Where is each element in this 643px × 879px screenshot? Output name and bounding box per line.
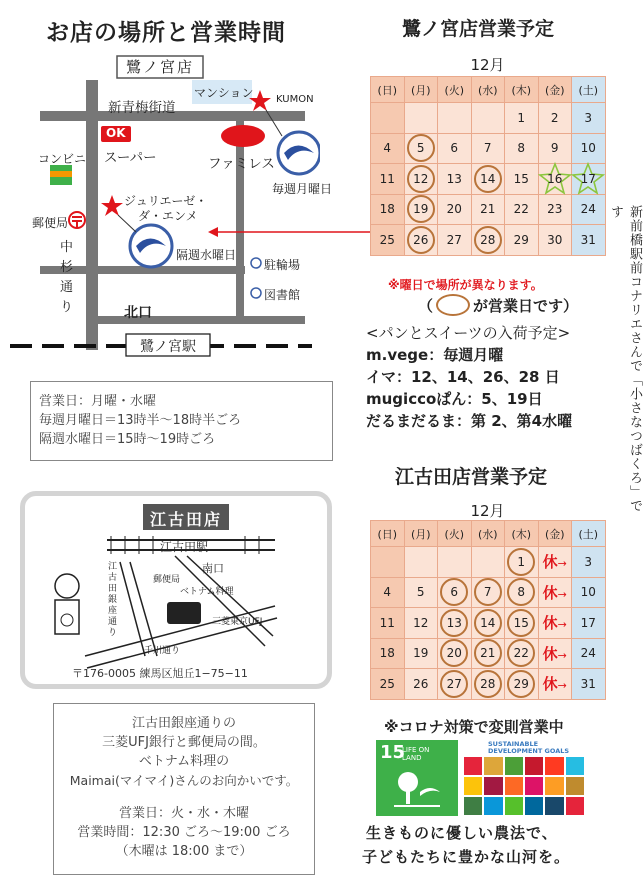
day-number: 24 [580, 646, 596, 661]
day-number: 17 [580, 171, 596, 186]
day-number: 18 [379, 646, 395, 661]
calendar-day [471, 669, 505, 700]
sdg-goal-tile [525, 797, 543, 815]
calendar-day [505, 669, 539, 700]
calendar-day [505, 608, 539, 639]
hours-line-3: 隔週水曜日＝15時〜19時ごろ [39, 432, 216, 447]
closed-mark: 休 [542, 644, 558, 663]
calendar-day [505, 103, 539, 134]
day-number: 7 [483, 141, 492, 156]
weekday-header: (木) [505, 521, 539, 547]
calendar-empty [438, 547, 472, 578]
ekoda-schedule-title: 江古田店営業予定 [395, 466, 548, 488]
day-number: 21 [480, 646, 496, 661]
day-number: 14 [480, 171, 496, 186]
calendar-day [404, 164, 438, 195]
day-number: 25 [379, 232, 395, 247]
parking-label: 駐輪場 [264, 258, 301, 272]
calendar-day [505, 638, 539, 669]
day-number: 8 [517, 585, 526, 600]
calendar-day [438, 133, 472, 164]
sdg-goal-tile [505, 757, 523, 775]
weekday-header: (日) [371, 521, 405, 547]
calendar-day [404, 638, 438, 669]
calendar-day [471, 194, 505, 225]
calendar-day [572, 669, 606, 700]
ekoda-vietnam-label: ベトナム料理 [180, 587, 234, 597]
day-number: 31 [580, 676, 596, 691]
calendar-day [572, 103, 606, 134]
sdg-goal-tile [505, 777, 523, 795]
ekoda-info-line-3: ベトナム料理の [138, 754, 230, 769]
arrow-icon: → [557, 679, 567, 693]
day-number: 12 [413, 171, 429, 186]
arrow-icon: → [557, 587, 567, 601]
day-number: 17 [580, 615, 596, 630]
day-number: 6 [450, 585, 459, 600]
calendar-day [471, 133, 505, 164]
calendar-day [572, 225, 606, 256]
calendar-day [371, 608, 405, 639]
calendar-day [438, 638, 472, 669]
day-number: 29 [513, 232, 529, 247]
weekday-header: (金) [538, 521, 572, 547]
closed-mark: 休 [542, 614, 558, 633]
day-number: 19 [413, 202, 429, 217]
ekoda-calendar [370, 520, 606, 700]
day-number: 19 [413, 646, 429, 661]
ekoda-info-line-4: Maimai(マイマイ)さんのお向かいです。 [69, 773, 299, 788]
calendar-day [438, 164, 472, 195]
day-number: 27 [446, 676, 462, 691]
library-icon [251, 288, 261, 298]
calendar-day [505, 164, 539, 195]
day-number: 6 [450, 141, 459, 156]
arrival-item: だるまだるま：第 2、第4水曜 [366, 412, 573, 430]
sdg-goal-tile [464, 777, 482, 795]
calendar-day [572, 577, 606, 608]
corona-note: ※コロナ対策で変則営業中 [384, 718, 564, 736]
slogan-1: 生きものに優しい農法で、 [366, 824, 558, 842]
calendar-day [572, 133, 606, 164]
day-number: 23 [547, 202, 563, 217]
day-number: 3 [584, 554, 593, 569]
arrival-item: mugiccoぱん：5、19日 [366, 390, 543, 408]
day-number: 18 [379, 202, 395, 217]
ekoda-station-label: 江古田駅 [160, 540, 209, 554]
calendar-empty [471, 103, 505, 134]
post-label: 郵便局 [32, 216, 69, 230]
arrow-icon: → [557, 648, 567, 662]
ekoda-month-wrap [370, 500, 605, 521]
calendar-day [404, 608, 438, 639]
calendar-day [572, 638, 606, 669]
hours-line-2: 毎週月曜日＝13時半〜18時半ごろ [39, 413, 242, 428]
day-number: 5 [416, 585, 425, 600]
day-number: 10 [580, 585, 596, 600]
ekoda-river-label: 千川通り [144, 646, 181, 656]
conbini-label: コンビニ [38, 152, 87, 166]
day-number: 5 [416, 141, 425, 156]
ekoda-south-label: 南口 [202, 562, 224, 575]
weekday-header: (火) [438, 77, 472, 103]
library-label: 図書館 [264, 288, 301, 302]
sdg15-badge [376, 740, 458, 816]
calendar-day [404, 133, 438, 164]
calendar-day [371, 638, 405, 669]
day-number: 1 [517, 110, 526, 125]
day-number: 4 [383, 141, 392, 156]
day-number: 28 [480, 676, 496, 691]
ekoda-info-line-6: 営業時間：12:30 ごろ〜19:00 ごろ [77, 825, 291, 840]
calendar-empty [404, 103, 438, 134]
sdg-goal-tile [484, 797, 502, 815]
weekday-header: (月) [404, 77, 438, 103]
calendar-day [538, 133, 572, 164]
sdg-goal-tile [525, 777, 543, 795]
sdg-goal-tile [464, 797, 482, 815]
calendar-day [538, 164, 572, 195]
day-number: 27 [446, 232, 462, 247]
ekoda-post-label: 郵便局 [153, 575, 181, 585]
ekoda-info-line-5: 営業日：火・水・木曜 [118, 806, 249, 821]
day-number: 14 [480, 615, 496, 630]
sdg-goal-tile [505, 797, 523, 815]
calendar-day [404, 669, 438, 700]
day-number: 20 [446, 646, 462, 661]
calendar-day [505, 547, 539, 578]
ekoda-info-line-2: 三菱UFJ銀行と郵便局の間。 [102, 735, 266, 750]
day-number: 26 [413, 232, 429, 247]
calendar-day [371, 164, 405, 195]
calendar-day [371, 669, 405, 700]
sagi-calendar [370, 76, 606, 256]
calendar-day [438, 194, 472, 225]
ekoda-ginza-label: 江 古 田 銀 座 通 り [108, 562, 118, 638]
ekoda-address: 〒176-0005 練馬区旭丘1−75−11 [72, 667, 248, 680]
sdg-grid [464, 757, 584, 815]
calendar-day [538, 577, 572, 608]
julie-star-icon [101, 195, 123, 216]
sagi-month-wrap [370, 54, 605, 75]
calendar-day [538, 194, 572, 225]
street-label: 新青梅街道 [108, 100, 176, 116]
calendar-day [471, 608, 505, 639]
calendar-empty [471, 547, 505, 578]
arrow-icon: → [557, 557, 567, 571]
sdg-goal-tile [525, 757, 543, 775]
ok-label: OK [106, 126, 126, 140]
weekday-header: (水) [471, 521, 505, 547]
calendar-day [538, 547, 572, 578]
calendar-day [404, 577, 438, 608]
weekday-header: (水) [471, 77, 505, 103]
day-number: 24 [580, 202, 596, 217]
legend-ring-icon [436, 294, 470, 316]
day-number: 29 [513, 676, 529, 691]
weekday-header: (月) [404, 521, 438, 547]
ekoda-info-box [53, 703, 315, 875]
sdg-goal-tile [545, 777, 563, 795]
day-number: 28 [480, 232, 496, 247]
sdg-logo-text: SUSTAINABLE DEVELOPMENT GOALS [488, 740, 570, 755]
calendar-day [471, 164, 505, 195]
ekoda-bank-label: 三菱東京UFJ [212, 617, 263, 627]
ekoda-month: 12月 [470, 502, 505, 520]
day-number: 25 [379, 676, 395, 691]
calendar-day [572, 194, 606, 225]
weekday-header: (木) [505, 77, 539, 103]
calendar-day [438, 608, 472, 639]
super-label: スーパー [104, 150, 157, 166]
calendar-day [505, 194, 539, 225]
calendar-empty [438, 103, 472, 134]
sdg-goal-tile [566, 777, 584, 795]
closed-mark: 休 [542, 583, 558, 602]
arrival-item: m.vege：毎週月曜 [366, 346, 504, 364]
day-number: 12 [413, 615, 429, 630]
calendar-day [371, 133, 405, 164]
day-number: 13 [446, 615, 462, 630]
day-number: 21 [480, 202, 496, 217]
station-label: 鷺ノ宮駅 [140, 339, 196, 355]
sdg-goal-tile [484, 757, 502, 775]
day-number: 31 [580, 232, 596, 247]
day-number: 8 [517, 141, 526, 156]
calendar-day [471, 225, 505, 256]
ekoda-info-line-1: 江古田銀座通りの [131, 716, 236, 731]
day-number: 15 [513, 615, 529, 630]
sdg-goal-tile [484, 777, 502, 795]
sdg-goal-tile [566, 797, 584, 815]
calendar-day [404, 194, 438, 225]
legend-text: が営業日です） [473, 296, 579, 315]
famires-icon [221, 125, 265, 147]
arrivals [366, 322, 572, 432]
day-number: 1 [517, 554, 526, 569]
every-monday-label: 毎週月曜日 [272, 182, 333, 196]
hours-line-1: 営業日：月曜・水曜 [39, 394, 157, 409]
calendar-day [538, 638, 572, 669]
kumon-label: KUMON [276, 94, 314, 105]
day-number: 7 [483, 585, 492, 600]
hours-box [30, 381, 333, 461]
day-number: 22 [513, 646, 529, 661]
calendar-day [438, 225, 472, 256]
sdg15-label: LIFE ON LAND [402, 746, 430, 762]
day-number: 11 [379, 171, 395, 186]
sdg15-number: 15 [380, 742, 406, 763]
day-number: 4 [383, 585, 392, 600]
warn-note: ※曜日で場所が異なります。 [388, 278, 543, 292]
calendar-day [505, 577, 539, 608]
day-number: 13 [446, 171, 462, 186]
legend-open: （ [418, 296, 434, 315]
sagi-month: 12月 [470, 56, 505, 74]
weekday-header: (土) [572, 77, 606, 103]
weekday-header: (金) [538, 77, 572, 103]
calendar-day [438, 669, 472, 700]
arrow-icon: → [557, 618, 567, 632]
weekday-header: (土) [572, 521, 606, 547]
calendar-day [471, 577, 505, 608]
calendar-day [538, 608, 572, 639]
mansion-label: マンション [194, 86, 254, 100]
sdg-goal-tile [464, 757, 482, 775]
arrivals-title: <パンとスイーツの入荷予定> [366, 324, 571, 342]
farmer-icon [55, 574, 79, 598]
parking-icon [251, 258, 261, 268]
day-number: 3 [584, 110, 593, 125]
calendar-day [538, 669, 572, 700]
closed-mark: 休 [542, 675, 558, 694]
map-sign: 鷺ノ宮店 [125, 58, 194, 76]
calendar-day [371, 194, 405, 225]
sdg-goal-tile [545, 757, 563, 775]
calendar-day [538, 225, 572, 256]
calendar-empty [404, 547, 438, 578]
day-number: 15 [513, 171, 529, 186]
calendar-day [572, 608, 606, 639]
weekday-header: (日) [371, 77, 405, 103]
weekday-header: (火) [438, 521, 472, 547]
legend [418, 294, 578, 316]
day-number: 26 [413, 676, 429, 691]
day-number: 9 [550, 141, 559, 156]
day-number: 11 [379, 615, 395, 630]
calendar-day [371, 225, 405, 256]
sagi-schedule-title: 鷺ノ宮店営業予定 [402, 18, 555, 40]
day-number: 2 [550, 110, 559, 125]
julie-label-1: ジュリエーゼ・ [124, 194, 208, 208]
arrival-item: イマ：12、14、26、28 日 [366, 368, 560, 386]
day-number: 16 [547, 171, 563, 186]
day-number: 22 [513, 202, 529, 217]
day-number: 30 [547, 232, 563, 247]
sdg-goal-tile [566, 757, 584, 775]
ekoda-shop-icon [167, 602, 201, 624]
closed-mark: 休 [542, 553, 558, 572]
ekoda-sign: 江古田店 [149, 510, 222, 529]
day-number: 20 [446, 202, 462, 217]
nakasugi-label: 中 杉 通 り [60, 240, 74, 315]
calendar-day [572, 164, 606, 195]
calendar-empty [371, 547, 405, 578]
calendar-day [438, 577, 472, 608]
ekoda-info-line-7: （木曜は 18:00 まで） [115, 844, 253, 859]
calendar-day [505, 225, 539, 256]
calendar-day [572, 547, 606, 578]
page-title: お店の場所と営業時間 [46, 20, 286, 46]
calendar-day [371, 577, 405, 608]
famires-label: ファミレス [208, 156, 275, 172]
slogan-2: 子どもたちに豊かな山河を。 [362, 848, 571, 866]
tree-icon [390, 768, 444, 810]
calendar-day [404, 225, 438, 256]
sdg-goal-tile [545, 797, 563, 815]
north-exit-label: 北口 [124, 305, 152, 321]
every-other-wed-label: 隔週水曜日 [176, 248, 237, 262]
julie-label-2: ダ・エンメ [138, 209, 198, 223]
calendar-day [505, 133, 539, 164]
calendar-day [538, 103, 572, 134]
calendar-empty [371, 103, 405, 134]
calendar-day [471, 638, 505, 669]
day-number: 10 [580, 141, 596, 156]
side-note: 新前橋駅前コナリエさんで「小さなつばくろ」です [608, 205, 642, 513]
